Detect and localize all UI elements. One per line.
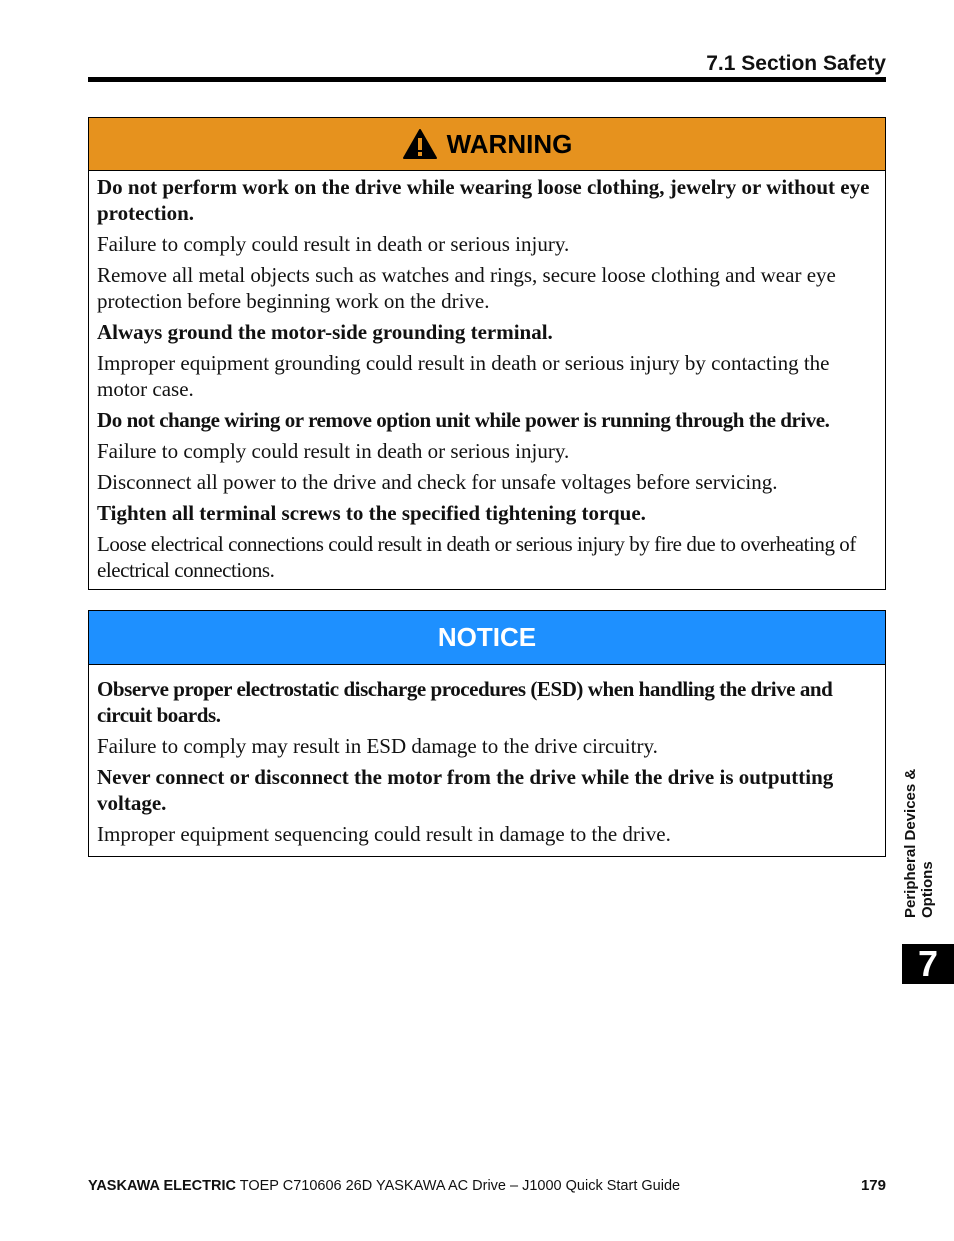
warning-item-text: Remove all metal objects such as watches and rings, secure loose clothing and wear eye protection before beginning work on the drive. bbox=[97, 263, 836, 313]
warning-box bbox=[88, 117, 886, 590]
footer-doc-title: TOEP C710606 26D YASKAWA AC Drive – J1000 Quick Start Guide bbox=[235, 1178, 681, 1194]
warning-item-text: Failure to comply could result in death or serious injury. bbox=[97, 439, 570, 463]
side-label-line: Peripheral Devices & bbox=[902, 768, 919, 918]
notice-box bbox=[88, 610, 886, 857]
notice-header bbox=[89, 611, 885, 665]
header-rule bbox=[88, 77, 886, 82]
notice-item-bold: Observe proper electrostatic discharge procedures (ESD) when handling the drive and circuit boards. bbox=[97, 677, 833, 727]
warning-item-text: Disconnect all power to the drive and check for unsafe voltages before servicing. bbox=[97, 470, 778, 494]
warning-body bbox=[89, 171, 885, 583]
warning-item-bold: Always ground the motor-side grounding terminal. bbox=[97, 320, 553, 344]
notice-title: NOTICE bbox=[437, 622, 537, 652]
warning-item-text: Loose electrical connections could result in death or serious injury by fire due to overheating of electrical connections. bbox=[97, 532, 856, 582]
footer bbox=[88, 1178, 680, 1194]
footer-brand: YASKAWA ELECTRIC bbox=[88, 1178, 236, 1194]
warning-triangle-icon bbox=[402, 128, 438, 160]
page-number: 179 bbox=[860, 1177, 886, 1194]
warning-item-bold: Do not perform work on the drive while wearing loose clothing, jewelry or without eye protection. bbox=[97, 175, 870, 225]
notice-item-bold: Never connect or disconnect the motor from the drive while the drive is outputting voltage. bbox=[97, 765, 834, 815]
chapter-number-tab: 7 bbox=[902, 944, 954, 984]
warning-header bbox=[89, 118, 885, 171]
notice-item-text: Failure to comply may result in ESD damage to the drive circuitry. bbox=[97, 734, 658, 758]
side-label-line: Options bbox=[919, 861, 936, 918]
section-title: 7.1 Section Safety bbox=[706, 52, 886, 75]
notice-body bbox=[89, 665, 885, 847]
warning-item-bold: Tighten all terminal screws to the specified tightening torque. bbox=[97, 501, 646, 525]
warning-item-text: Improper equipment grounding could result in death or serious injury by contacting the motor case. bbox=[97, 351, 830, 401]
chapter-side-label bbox=[902, 738, 946, 918]
warning-item-bold: Do not change wiring or remove option unit while power is running through the drive. bbox=[97, 408, 830, 432]
warning-item-text: Failure to comply could result in death or serious injury. bbox=[97, 232, 570, 256]
notice-item-text: Improper equipment sequencing could result in damage to the drive. bbox=[97, 822, 671, 846]
warning-title: WARNING bbox=[446, 128, 573, 159]
